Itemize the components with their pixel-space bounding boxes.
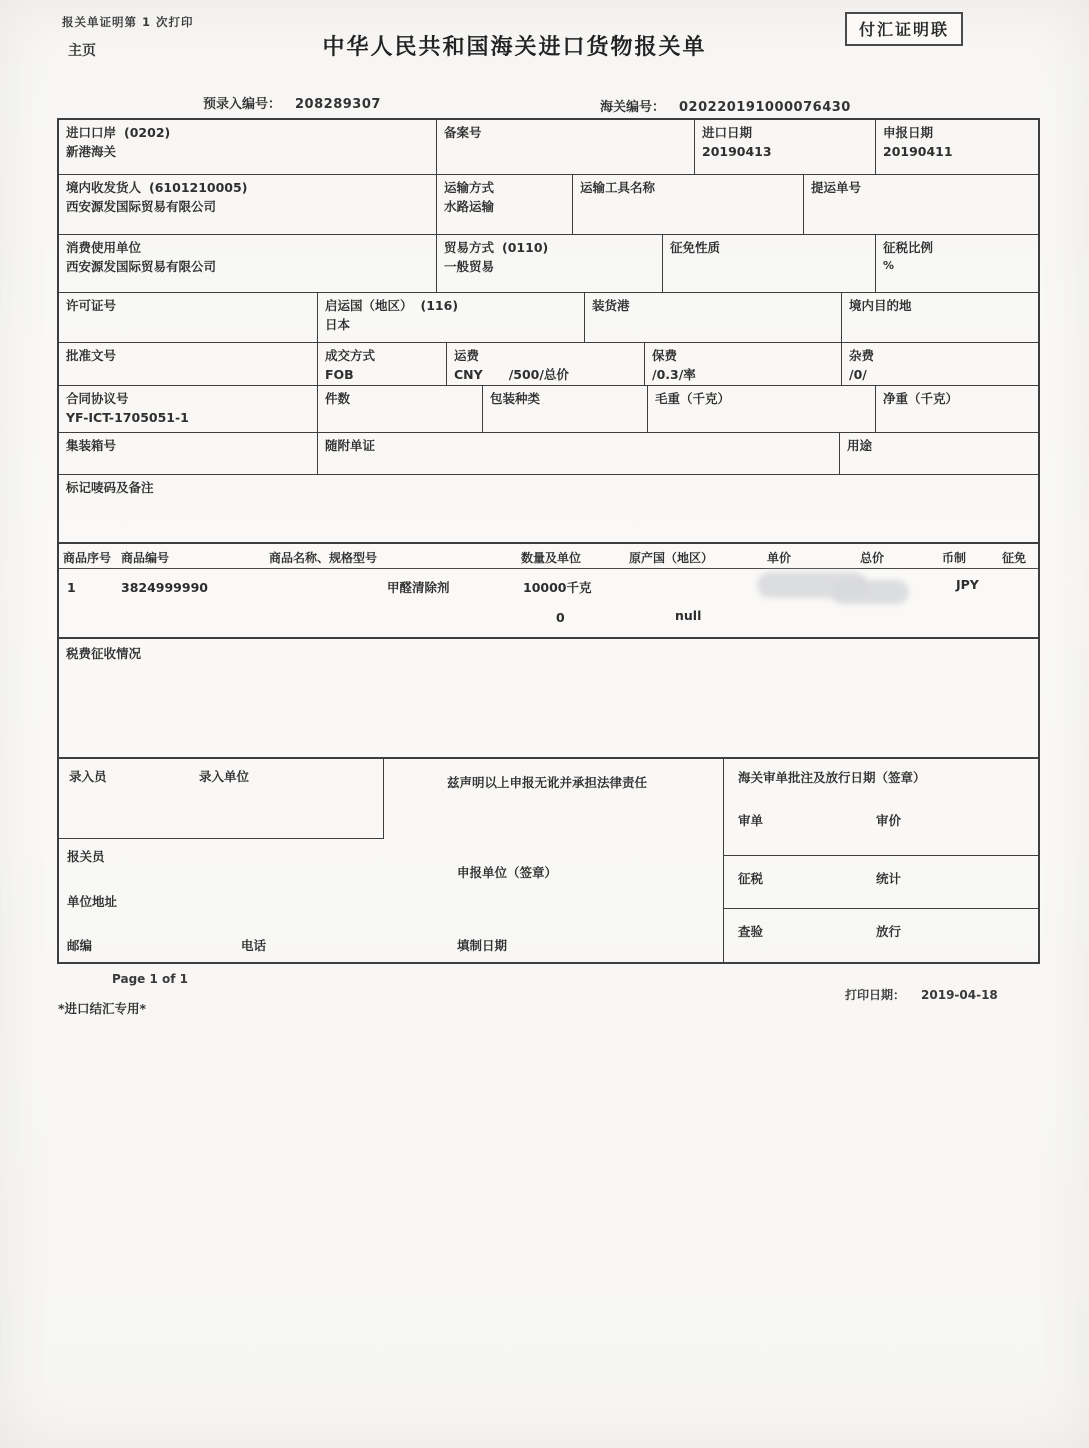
form-row-3 [59, 234, 1038, 292]
goods-seq-value: 1 [67, 580, 76, 595]
declaration-date-value: 20190411 [883, 143, 953, 159]
customs-number [600, 96, 851, 115]
field-bill-of-lading [803, 175, 1038, 234]
consumer-unit-label: 消费使用单位 [66, 240, 142, 255]
field-contract-number [59, 386, 317, 432]
insurance-label: 保费 [652, 348, 678, 363]
goods-col-qty-unit: 数量及单位 [521, 551, 582, 565]
goods-col-name-spec: 商品名称、规格型号 [269, 551, 378, 565]
transport-mode-label: 运输方式 [444, 180, 495, 195]
goods-table-header [59, 544, 1038, 569]
customs-notes-label: 海关审单批注及放行日期（签章） [738, 770, 926, 785]
field-package-count [317, 386, 482, 432]
field-tax-ratio [875, 235, 1038, 292]
field-package-type [482, 386, 647, 432]
levy-label: 征税 [738, 871, 764, 886]
goods-col-code: 商品编号 [121, 551, 170, 565]
freight-currency: CNY [454, 366, 483, 382]
contract-number-value: YF-ICT-1705051-1 [66, 409, 189, 425]
contract-number-label: 合同协议号 [66, 391, 129, 406]
pre-entry-label: 预录入编号： [203, 97, 282, 112]
consumer-unit-value: 西安源发国际贸易有限公司 [66, 258, 217, 274]
redacted-total-price [831, 580, 909, 604]
form-row-2 [59, 174, 1038, 234]
usage-label: 用途 [847, 438, 873, 453]
signature-section [59, 757, 1038, 962]
field-transport-mode [436, 175, 572, 234]
form-row-7 [59, 432, 1038, 474]
field-usage [839, 433, 1038, 474]
entry-clerk-box [59, 759, 384, 839]
declare-unit-label: 申报单位（签章） [457, 865, 558, 880]
field-loading-port [584, 293, 841, 342]
gross-weight-label: 毛重（千克） [655, 391, 731, 406]
import-settlement-note: *进口结汇专用* [58, 1001, 147, 1016]
release-label: 放行 [876, 924, 902, 939]
goods-col-origin: 原产国（地区） [629, 551, 714, 565]
review-row-1 [724, 759, 1038, 856]
form-row-6 [59, 385, 1038, 432]
levy-nature-label: 征免性质 [670, 240, 721, 255]
import-port-label: 进口口岸 [66, 125, 117, 140]
print-date [845, 986, 998, 1003]
review-row-2 [724, 856, 1038, 909]
fill-date-label: 填制日期 [457, 938, 508, 953]
form-row-8 [59, 474, 1038, 542]
declaration-form-table [57, 118, 1040, 964]
tax-collection-section [59, 637, 1038, 757]
field-net-weight [875, 386, 1038, 432]
net-weight-label: 净重（千克） [883, 391, 959, 406]
customs-review-panel [723, 759, 1038, 962]
attached-documents-label: 随附单证 [325, 438, 376, 453]
container-number-label: 集装箱号 [66, 438, 117, 453]
signature-left-panel [59, 759, 723, 962]
field-attached-documents [317, 433, 839, 474]
print-count-note: 报关单证明第 1 次打印 [62, 15, 194, 29]
field-license-number [59, 293, 317, 342]
broker-label: 报关员 [67, 849, 105, 864]
tax-collection-label: 税费征收情况 [66, 646, 142, 661]
trade-terms-label: 成交方式 [325, 348, 376, 363]
insurance-value: /0.3/率 [652, 366, 696, 382]
consignee-label: 境内收发货人 [66, 180, 142, 195]
field-import-date [694, 120, 875, 174]
field-consignee [59, 175, 436, 234]
tax-ratio-value: % [883, 258, 895, 272]
entry-unit-label: 录入单位 [199, 769, 250, 784]
goods-col-unit-price: 单价 [767, 551, 792, 565]
goods-origin2-value: null [675, 608, 702, 623]
trade-mode-value: 一般贸易 [444, 258, 495, 274]
pre-entry-number [203, 93, 381, 112]
domestic-destination-label: 境内目的地 [849, 298, 912, 313]
goods-col-total-price: 总价 [860, 551, 885, 565]
field-misc-fees [841, 343, 1038, 385]
import-date-value: 20190413 [702, 143, 772, 159]
import-port-value: 新港海关 [66, 143, 117, 159]
phone-label: 电话 [241, 938, 267, 953]
page-indicator: Page 1 of 1 [112, 972, 188, 986]
field-departure-country [317, 293, 584, 342]
package-type-label: 包装种类 [490, 391, 541, 406]
departure-country-value: 日本 [325, 316, 351, 332]
freight-value: /500/总价 [508, 366, 569, 382]
zip-code-label: 邮编 [67, 938, 93, 953]
field-vessel-name [572, 175, 803, 234]
payment-copy-tag: 付汇证明联 [845, 12, 963, 46]
trade-terms-value: FOB [325, 366, 354, 382]
field-record-number [436, 120, 694, 174]
field-levy-nature [662, 235, 875, 292]
customs-number-value: 020220191000076430 [679, 100, 851, 115]
pre-entry-value: 208289307 [295, 97, 381, 112]
print-date-value: 2019-04-18 [921, 988, 998, 1002]
field-trade-terms [317, 343, 446, 385]
goods-name-value: 甲醛清除剂 [387, 580, 450, 595]
form-row-5 [59, 342, 1038, 385]
unit-address-label: 单位地址 [67, 894, 118, 909]
field-container-number [59, 433, 317, 474]
misc-fees-value: /0/ [849, 366, 867, 382]
form-row-4 [59, 292, 1038, 342]
goods-qty-value: 10000千克 [523, 580, 592, 595]
goods-col-seq: 商品序号 [63, 551, 112, 565]
goods-col-currency: 币制 [942, 551, 967, 565]
customs-number-label: 海关编号： [600, 100, 666, 115]
misc-fees-label: 杂费 [849, 348, 875, 363]
field-approval-number [59, 343, 317, 385]
declaration-statement: 兹声明以上申报无讹并承担法律责任 [447, 775, 648, 790]
consignee-code: (6101210005) [149, 180, 248, 195]
trade-mode-code: (0110) [502, 240, 549, 255]
import-port-code: (0202) [124, 125, 171, 140]
trade-mode-label: 贸易方式 [444, 240, 495, 255]
goods-col-exemption: 征免 [1002, 551, 1027, 565]
declaration-date-label: 申报日期 [883, 125, 934, 140]
form-row-1 [59, 120, 1038, 174]
consignee-value: 西安源发国际贸易有限公司 [66, 198, 217, 214]
import-date-label: 进口日期 [702, 125, 753, 140]
field-declaration-date [875, 120, 1038, 174]
review-doc-label: 审单 [738, 813, 764, 828]
loading-port-label: 装货港 [592, 298, 630, 313]
document-title: 中华人民共和国海关进口货物报关单 [322, 35, 707, 60]
field-consumer-unit [59, 235, 436, 292]
field-marks-remarks [59, 475, 1038, 542]
departure-country-code: (116) [420, 298, 459, 313]
field-gross-weight [647, 386, 875, 432]
field-trade-mode [436, 235, 662, 292]
tax-ratio-label: 征税比例 [883, 240, 934, 255]
print-date-label: 打印日期： [845, 988, 906, 1002]
review-row-3 [724, 909, 1038, 962]
field-insurance [644, 343, 841, 385]
field-domestic-destination [841, 293, 1038, 342]
statistics-label: 统计 [876, 871, 902, 886]
marks-remarks-label: 标记唛码及备注 [66, 480, 154, 495]
field-freight [446, 343, 644, 385]
review-price-label: 审价 [876, 813, 902, 828]
goods-qty2-value: 0 [556, 610, 565, 625]
entry-clerk-label: 录入员 [69, 769, 107, 784]
home-page-label: 主页 [68, 43, 96, 59]
goods-currency-value: JPY [956, 577, 979, 592]
license-number-label: 许可证号 [66, 298, 117, 313]
field-import-port [59, 120, 436, 174]
record-number-label: 备案号 [444, 125, 482, 140]
inspection-label: 查验 [738, 924, 764, 939]
freight-label: 运费 [454, 348, 480, 363]
goods-table [59, 542, 1038, 637]
vessel-name-label: 运输工具名称 [580, 180, 656, 195]
goods-code-value: 3824999990 [121, 580, 208, 595]
departure-country-label: 启运国（地区） [325, 298, 413, 313]
bill-of-lading-label: 提运单号 [811, 180, 862, 195]
transport-mode-value: 水路运输 [444, 198, 495, 214]
package-count-label: 件数 [325, 391, 351, 406]
approval-number-label: 批准文号 [66, 348, 117, 363]
